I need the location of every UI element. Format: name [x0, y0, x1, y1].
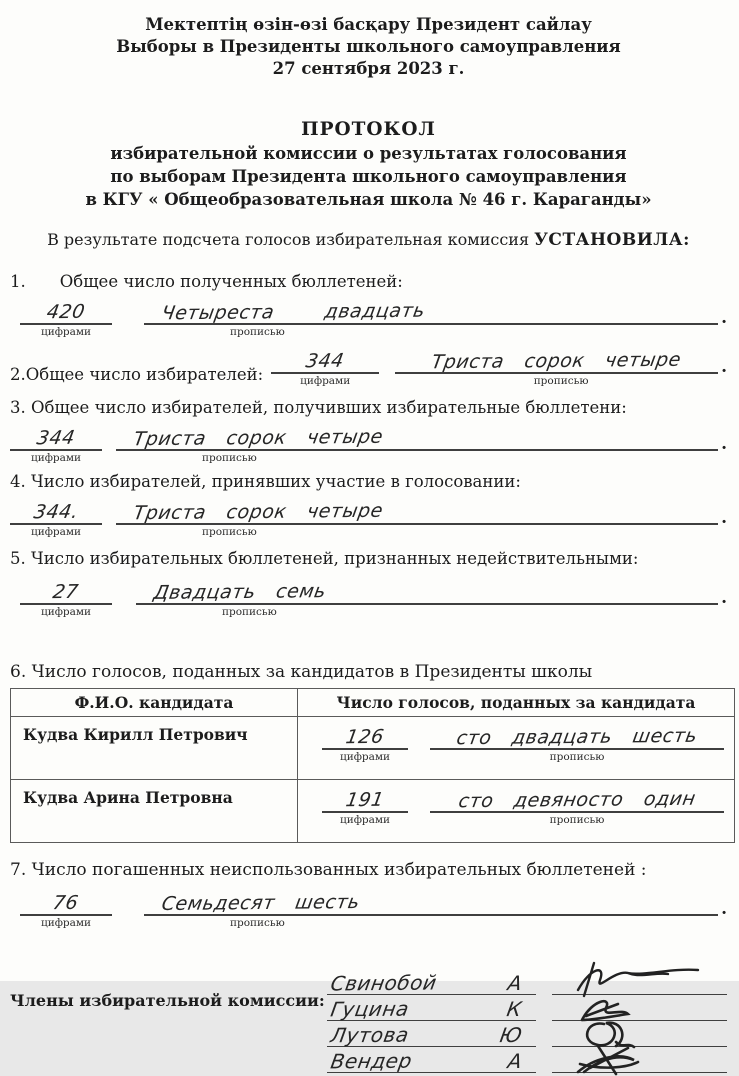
signatures-section	[10, 969, 727, 1073]
candidate-votes-words: сто девяносто один	[456, 787, 698, 813]
header-line-date: 27 сентября 2023 г.	[272, 59, 465, 78]
item-5	[10, 548, 727, 618]
member-name: Лутова	[328, 1022, 411, 1048]
intro-line	[10, 230, 727, 250]
protocol-title-block	[10, 118, 727, 211]
words-caption: прописью	[549, 814, 605, 826]
candidate-name: Кудва Кирилл Петрович	[11, 717, 298, 780]
words-caption: прописью	[533, 375, 589, 387]
item-5-value-words: Двадцать семь	[152, 580, 328, 604]
table-row	[11, 717, 735, 780]
digits-caption: цифрами	[40, 917, 92, 929]
member-name: Гуцина	[328, 996, 412, 1022]
item-2	[10, 347, 727, 387]
header-line-kazakh: Мектептің өзін-өзі басқару Президент сайлау	[145, 15, 592, 34]
end-of-line-dot: .	[721, 434, 727, 454]
candidate-name: Кудва Арина Петровна	[11, 780, 298, 843]
words-caption: прописью	[202, 526, 257, 538]
member-name: Свинобой	[328, 970, 439, 996]
words-caption: прописью	[549, 751, 605, 763]
candidate-votes-digits: 191	[344, 788, 386, 812]
item-1-value-words: Четыреста двадцать	[159, 299, 427, 325]
end-of-line-dot: .	[721, 508, 727, 528]
item-3	[10, 397, 727, 464]
member-name-row	[327, 995, 536, 1021]
member-name: Вендер	[328, 1048, 415, 1074]
end-of-line-dot: .	[721, 308, 727, 328]
item-4	[10, 471, 727, 538]
item-1-label: Общее число полученных бюллетеней:	[59, 272, 403, 291]
digits-caption: цифрами	[300, 375, 351, 387]
item-3-value-digits: 344	[35, 426, 77, 450]
protocol-subtitle-3: в КГУ « Общеобразовательная школа № 46 г. Караганды»	[85, 190, 652, 209]
words-caption: прописью	[222, 606, 277, 618]
item-1-number: 1.	[10, 272, 26, 291]
member-initial: А	[505, 970, 524, 996]
digits-caption: цифрами	[339, 814, 391, 826]
header-line-russian: Выборы в Президенты школьного самоуправления	[116, 37, 621, 56]
item-1	[10, 271, 727, 338]
item-7-label: 7. Число погашенных неиспользованных избирательных бюллетеней :	[10, 860, 647, 880]
member-initial: Ю	[497, 1022, 524, 1048]
end-of-line-dot: .	[721, 899, 727, 919]
digits-caption: цифрами	[40, 606, 92, 618]
member-initial: К	[505, 996, 524, 1022]
member-name-row	[327, 1021, 536, 1047]
words-caption: прописью	[230, 326, 285, 338]
item-3-value-words: Триста сорок четыре	[131, 425, 385, 451]
table-row	[11, 780, 735, 843]
item-7-value-digits: 76	[51, 891, 81, 915]
votes-table	[10, 688, 735, 843]
votes-table-header-row	[11, 689, 735, 717]
digits-caption: цифрами	[339, 751, 391, 763]
member-names-column	[327, 969, 536, 1073]
member-name-row	[327, 1047, 536, 1073]
intro-text: В результате подсчета голосов избирательная комиссия	[47, 230, 530, 249]
document-header	[10, 14, 727, 80]
item-3-label: 3. Общее число избирателей, получивших избирательные бюллетени:	[10, 398, 627, 417]
signatures-column	[552, 969, 727, 1073]
item-4-value-words: Триста сорок четыре	[131, 499, 385, 525]
words-caption: прописью	[202, 452, 257, 464]
member-initial: А	[505, 1048, 524, 1074]
words-caption: прописью	[230, 917, 285, 929]
protocol-subtitle-1: избирательной комиссии о результатах голосования	[110, 144, 627, 163]
intro-established: УСТАНОВИЛА:	[534, 230, 690, 250]
item-5-value-digits: 27	[51, 580, 81, 604]
item-7-value-words: Семьдесят шесть	[159, 890, 362, 916]
digits-caption: цифрами	[30, 452, 82, 464]
end-of-line-dot: .	[721, 357, 727, 377]
protocol-title: ПРОТОКОЛ	[301, 119, 436, 140]
digits-caption: цифрами	[40, 326, 92, 338]
item-2-label: 2.Общее число избирателей:	[10, 365, 264, 384]
signature-line	[552, 1047, 727, 1073]
item-7	[10, 860, 727, 929]
signature-scribble	[570, 1038, 720, 1076]
digits-caption: цифрами	[30, 526, 82, 538]
item-4-value-digits: 344.	[31, 500, 81, 524]
candidate-votes-digits: 126	[344, 725, 386, 749]
protocol-subtitle-2: по выборам Президента школьного самоуправления	[110, 167, 627, 186]
candidate-votes-words: сто двадцать шесть	[454, 724, 700, 750]
item-6-heading: 6. Число голосов, поданных за кандидатов в Президенты школы	[10, 662, 593, 682]
item-2-value-words: Триста сорок четыре	[430, 348, 684, 374]
column-header-candidate: Ф.И.О. кандидата	[11, 689, 298, 717]
item-4-label: 4. Число избирателей, принявших участие в голосовании:	[10, 472, 521, 491]
end-of-line-dot: .	[721, 588, 727, 608]
commission-members-label: Члены избирательной комиссии:	[10, 991, 325, 1010]
member-name-row	[327, 969, 536, 995]
item-2-value-digits: 344	[304, 349, 346, 373]
item-5-label: 5. Число избирательных бюллетеней, признанных недействительными:	[10, 549, 639, 568]
item-1-value-digits: 420	[45, 300, 87, 324]
column-header-votes: Число голосов, поданных за кандидата	[298, 689, 735, 717]
